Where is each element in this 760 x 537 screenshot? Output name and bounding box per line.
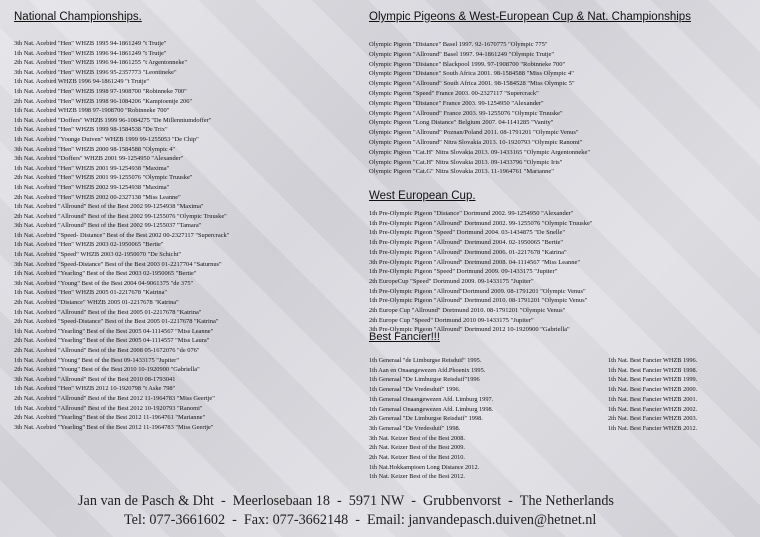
footer-separator: - <box>355 512 360 528</box>
national-item: 1th Nat. Acebird "Younge Duiven" WHZB 1999 99-1255053 "De Chip" <box>14 135 199 143</box>
national-item: 1th Nat. Acebird "Hen" WHZB 1996 94-1861249 "t Trutje" <box>14 49 167 57</box>
footer-separator: - <box>220 493 226 509</box>
west-european-item: 3th Pre-Olympic Pigeon "Allround" Dortmund 2008. 04-1114567 "Miss Leanne" <box>369 258 581 266</box>
national-item: 1th Nat. Acebird "Hen" WHZB 1999 98-1584538 "De Trix" <box>14 126 168 134</box>
west-european-list <box>369 209 592 335</box>
national-item: 3th Nat. Acebird "Allround" Best of the Best 2010 08-1793041 <box>14 375 176 383</box>
national-item: 1th Nat. Acebird "Hen" WHZB 2001 99-1254938 "Maxima" <box>14 164 170 172</box>
national-item: 2th Nat. Acebird "Allround" Best of the Best 2008 05-1672076 "de 076" <box>14 347 200 354</box>
national-item: 3th Nat. Acebird "Allround" Best of the Best 2002 99-1255037 "Tamara" <box>14 222 202 230</box>
best-fancier-item: 1th Generaal Onaangewezen Afd. Limburg 1997. <box>369 395 494 403</box>
national-item: 2th Nat. Acebird "Hen" WHZB 2002 00-2327138 "Miss Leanne" <box>14 193 181 201</box>
olympic-item: Olympic Pigeon "Allround" South Africa 2001. 98-1584528 "Miss Olympic 5" <box>369 80 575 88</box>
national-item: 3th Nat. Acebird "Hen" WHZB 2000 98-1584588 "Olympic 4" <box>14 145 176 153</box>
best-fancier-item: 1th Nat. Best Fancier WHZB 2012. <box>608 424 698 432</box>
national-item: 2th Nat. Acebird "Hen" WHZB 1996 94-1861255 "t Argentonneke" <box>14 59 187 67</box>
west-european-item: 2th Europe Cup "Allround" Dortmund 2010. 08-1791201 "Olympic Venus" <box>369 307 566 315</box>
best-fancier-item: 1th Aan en Onaangewezen Afd.Phoenix 1995. <box>369 366 486 374</box>
west-european-item: 1th Pre-Olympic Pigeon "Speed" Dortmund 2009. 09-1433175 "Jupiter" <box>369 268 558 276</box>
national-item: 1th Nat. Acebird WHZB 1998 97-1908700 "Robinneke 700" <box>14 107 170 115</box>
national-item: 1th Nat. Acebird "Allround" Best of the Best 2012 10-1920793 "Ranomi" <box>14 404 203 412</box>
best-fancier-title: Best Fancier!!! <box>369 331 440 343</box>
best-fancier-item: 2th Nat. Keizer Best of the Best 2009. <box>369 444 466 452</box>
national-item: 2th Nat. Acebird "Young" Best of the Best 2010 10-1920900 "Gabriella" <box>14 366 200 374</box>
national-item: 2th Nat. Acebird "Hen" WHZB 1998 96-1084206 "Kampioentje 206" <box>14 97 193 105</box>
best-fancier-list-left <box>369 356 493 482</box>
best-fancier-item: 1th Nat. Best Fancier WHZB 2002. <box>608 405 698 413</box>
olympic-item: Olympic Pigeon "Allround" Basel 1997. 94-1861249 "Olympic Trutje" <box>369 50 555 58</box>
olympic-item: Olympic Pigeon "Cat.G" Nitra Slovakia 2013. 11-1964761 "Marianne" <box>369 168 554 176</box>
west-european-item: 1th Pre-Olympic Pigeon "Allround" Dortmund 2010. 08-1791201 "Olympic Venus" <box>369 297 588 305</box>
national-item: 3th Nat. Acebird "Young" Best of the Best 2004 04-9061375 "de 375" <box>14 279 194 287</box>
footer-address-part: Meerlosebaan 18 <box>232 493 330 509</box>
olympic-item: Olympic Pigeon "Allround" France 2003. 99-1255076 "Olympic Truuske" <box>369 109 563 117</box>
national-item: 3th Nat. Acebird "Hen" WHZB 1996 95-2357773 "Leontineke" <box>14 68 177 76</box>
olympic-item: Olympic Pigeon "Long Distance" Belgium 2007. 04-1141285 "Vanity" <box>369 119 554 127</box>
olympic-item: Olympic Pigeon "Distance" Blackpool 1999. 97-1908700 "Robinneke 700" <box>369 60 566 68</box>
olympic-item: Olympic Pigeon "Cat.H" Nitra Slovakia 2013. 09-1433796 "Olympic Iris" <box>369 158 563 166</box>
best-fancier-item: 1th Nat. Best Fancier WHZB 2000. <box>608 386 698 394</box>
olympic-item: Olympic Pigeon "Distance" France 2003. 99-1254950 "Alexander" <box>369 99 544 107</box>
west-european-item: 2th Europe Cup "Speed" Dortmund 2010 09-1433175 "Jupiter" <box>369 316 534 324</box>
best-fancier-item: 1th Generaal "De Limburgse Reisduif"1996 <box>369 376 480 384</box>
west-european-item: 1th Pre-Olympic Pigeon "Allround" Dortmund 2004. 02-1950065 "Bertie" <box>369 239 564 247</box>
national-item: 3th Nat. Acebird "Speed-Distance" Best of the Best 2003 01-2217704 "Saturnus" <box>14 260 222 268</box>
best-fancier-item: 1th Nat. Keizer Best of the Best 2012. <box>369 473 466 481</box>
best-fancier-item: 1th Nat.Hokkampioen Long Distance 2012. <box>369 463 480 471</box>
footer-address-part: Jan van de Pasch & Dht <box>78 493 214 509</box>
best-fancier-item: 3th Generaal "De Vredesduif" 1998. <box>369 424 461 432</box>
best-fancier-item: 2th Generaal "De Limburgse Reisduif" 1998. <box>369 415 483 423</box>
best-fancier-list-right <box>608 356 697 434</box>
national-item: 1th Nat. Acebird "Hen" WHZB 1998 97-1908700 "Robinneke 700" <box>14 87 187 95</box>
national-item: 3th Nat. Acebird "Hen" WHZB 1995 94-1861249 "t Trutje" <box>14 40 167 47</box>
footer-contact-line <box>124 511 596 530</box>
national-item: 2th Nat. Acebird "Yearling" Best of the Best 2005 04-1114557 "Miss Laura" <box>14 337 210 345</box>
olympic-item: Olympic Pigeon "Cat.H" Nitra Slovakia 2013. 09-1433165 "Olympic Argentonneke" <box>369 148 590 156</box>
footer-separator: - <box>232 512 237 528</box>
west-european-item: 1th Pre-Olympic Pigeon "Distance" Dortmund 2002. 99-1254950 "Alexander" <box>369 210 574 217</box>
national-item: 1th Nat. Acebird WHZB 1996 94-1861249 "t Trutje" <box>14 78 150 86</box>
best-fancier-item: 1th Nat. Best Fancier WHZB 1996. <box>608 357 698 364</box>
best-fancier-item: 1th Nat. Best Fancier WHZB 1998. <box>608 366 698 374</box>
national-item: 2th Nat. Acebird "Allround" Best of the Best 2012 11-1964783 "Miss Geertje" <box>14 394 215 402</box>
national-item: 1th Nat. Acebird "Yearling" Best of the Best 2005 04-1114567 "Miss Leanne" <box>14 327 214 335</box>
national-item: 1th Nat. Acebird "Hen" WHZB 2003 02-1950065 "Bertie" <box>14 241 164 249</box>
west-european-item: 3th Pre-Olympic Pigeon "Allround" Dortmund 2012 10-1920900 "Gabriella" <box>369 326 570 334</box>
national-item: 1th Nat. Acebird "Speed" WHZB 2003 02-1950070 "De Schicht" <box>14 251 182 259</box>
best-fancier-item: 3th Nat. Keizer Best of the Best 2008. <box>369 434 466 442</box>
olympic-item: Olympic Pigeon "Allround" Nitra Slovakia 2013. 10-1920793 "Olympic Ranomi" <box>369 138 583 146</box>
west-european-title: West European Cup. <box>369 190 476 202</box>
best-fancier-item: 2th Nat. Keizer Best of the Best 2010. <box>369 454 466 462</box>
national-item: 2th Nat. Acebird "Hen" WHZB 2001 99-1255076 "Olympic Truuske" <box>14 174 193 182</box>
best-fancier-item: 1th Nat. Best Fancier WHZB 2001. <box>608 395 698 403</box>
footer-contact-part: Email: janvandepasch.duiven@hetnet.nl <box>366 512 597 528</box>
national-item: 3th Nat. Acebird "Yearling" Best of the Best 2012 11-1964783 "Miss Geertje" <box>14 423 214 431</box>
olympic-item: Olympic Pigeon "Distance" Basel 1997. 92-1670775 "Olympic 775" <box>369 41 548 48</box>
west-european-item: 1th Pre-Olympic Pigeon "Allround"Dortmund 2009. 08-1791201 "Olympic Venus" <box>369 287 586 295</box>
national-item: 2th Nat. Acebird "Yearling" Best of the Best 2012 11-1964761 "Marianne" <box>14 414 206 422</box>
footer-address-part: 5971 NW <box>348 493 405 509</box>
national-item: 1th Nat. Acebird "Young" Best of the Best 09-1433175 "Jupiter" <box>14 356 179 364</box>
olympic-list <box>369 40 590 177</box>
national-list <box>14 39 229 432</box>
best-fancier-item: 1th Nat. Best Fancier WHZB 1999. <box>608 376 698 384</box>
best-fancier-item: 1th Generaal "de Limburgse Reisduif" 1995. <box>369 357 482 364</box>
national-title: National Championships. <box>14 11 142 23</box>
olympic-title: Olympic Pigeons & West-European Cup & Nat. Championships <box>369 11 691 23</box>
national-item: 2th Nat. Acebird "Speed-Distance" Best of the Best 2005 01-2217678 "Katrina" <box>14 318 219 326</box>
footer-address-part: Grubbenvorst <box>423 493 502 509</box>
national-item: 2th Nat. Acebird "Distance" WHZB 2005 01-2217678 "Katrina" <box>14 299 179 307</box>
national-item: 2th Nat. Acebird "Allround" Best of the Best 2002 99-1255076 "Olympic Truuske" <box>14 212 227 220</box>
olympic-item: Olympic Pigeon "Allround" Poznan/Poland 2011. 08-1791201 "Olympic Venus" <box>369 129 579 137</box>
west-european-item: 2th EuropeCup "Speed" Dortmund 2009. 09-1433175 "Jupiter" <box>369 277 534 285</box>
national-item: 1th Nat. Acebird "Allround" Best of the Best 2005 01-2217678 "Katrina" <box>14 308 202 316</box>
footer-separator: - <box>508 493 513 509</box>
best-fancier-item: 1th Generaal Onaangewezen Afd. Limburg 1998. <box>369 405 494 413</box>
best-fancier-item: 1th Generaal "De Vredesduif" 1996. <box>369 386 461 394</box>
national-item: 1th Nat. Acebird "Speed- Distance" Best of the Best 2002 00-2327117 "Supercrack" <box>14 231 230 239</box>
national-item: 1th Nat. Acebird "Hen" WHZB 2012 10-1920798 "t Aske 798" <box>14 385 176 393</box>
national-item: 1th Nat. Acebird "Hen" WHZB 2002 99-1254938 "Maxima" <box>14 183 170 191</box>
footer-contact-part: Tel: 077-3661602 <box>124 512 226 528</box>
national-item: 3th Nat. Acebird "Doffers" WHZB 2001 99-1254950 "Alexander" <box>14 155 184 163</box>
footer-address-line <box>78 492 614 511</box>
west-european-item: 1th Pre-Olympic Pigeon "Allround" Dortmund 2002. 99-1255076 "Olympic Truuske" <box>369 219 593 227</box>
national-item: 1th Nat. Acebird "Doffers" WHZB 1999 96-1084275 "De Millenniumdoffer" <box>14 116 212 124</box>
national-item: 1th Nat. Acebird "Allround" Best of the Best 2002 99-1254938 "Maxima" <box>14 203 204 211</box>
national-item: 1th Nat. Acebird "Yearling" Best of the Best 2003 02-1950065 "Bertie" <box>14 270 197 278</box>
national-item: 1th Nat. Acebird "Hen" WHZB 2005 01-2217678 "Katrina" <box>14 289 168 297</box>
best-fancier-item: 2th Nat. Best Fancier WHZB 2003. <box>608 415 698 423</box>
olympic-item: Olympic Pigeon "Distance" South Africa 2001. 98-1584588 "Miss Olympic 4" <box>369 70 574 78</box>
footer-separator: - <box>337 493 342 509</box>
olympic-item: Olympic Pigeon "Speed" France 2003. 00-2327117 "Supercrack" <box>369 89 539 97</box>
west-european-item: 1th Pre-Olympic Pigeon "Allround" Dortmund 2006. 01-2217678 "Katrina" <box>369 248 567 256</box>
footer-separator: - <box>411 493 417 509</box>
footer-address-part: The Netherlands <box>519 493 614 509</box>
west-european-item: 1th Pre-Olympic Pigeon "Speed" Dortmund 2004. 03-1434875 "De Snelle" <box>369 229 566 237</box>
footer-contact-part: Fax: 077-3662148 <box>243 512 349 528</box>
